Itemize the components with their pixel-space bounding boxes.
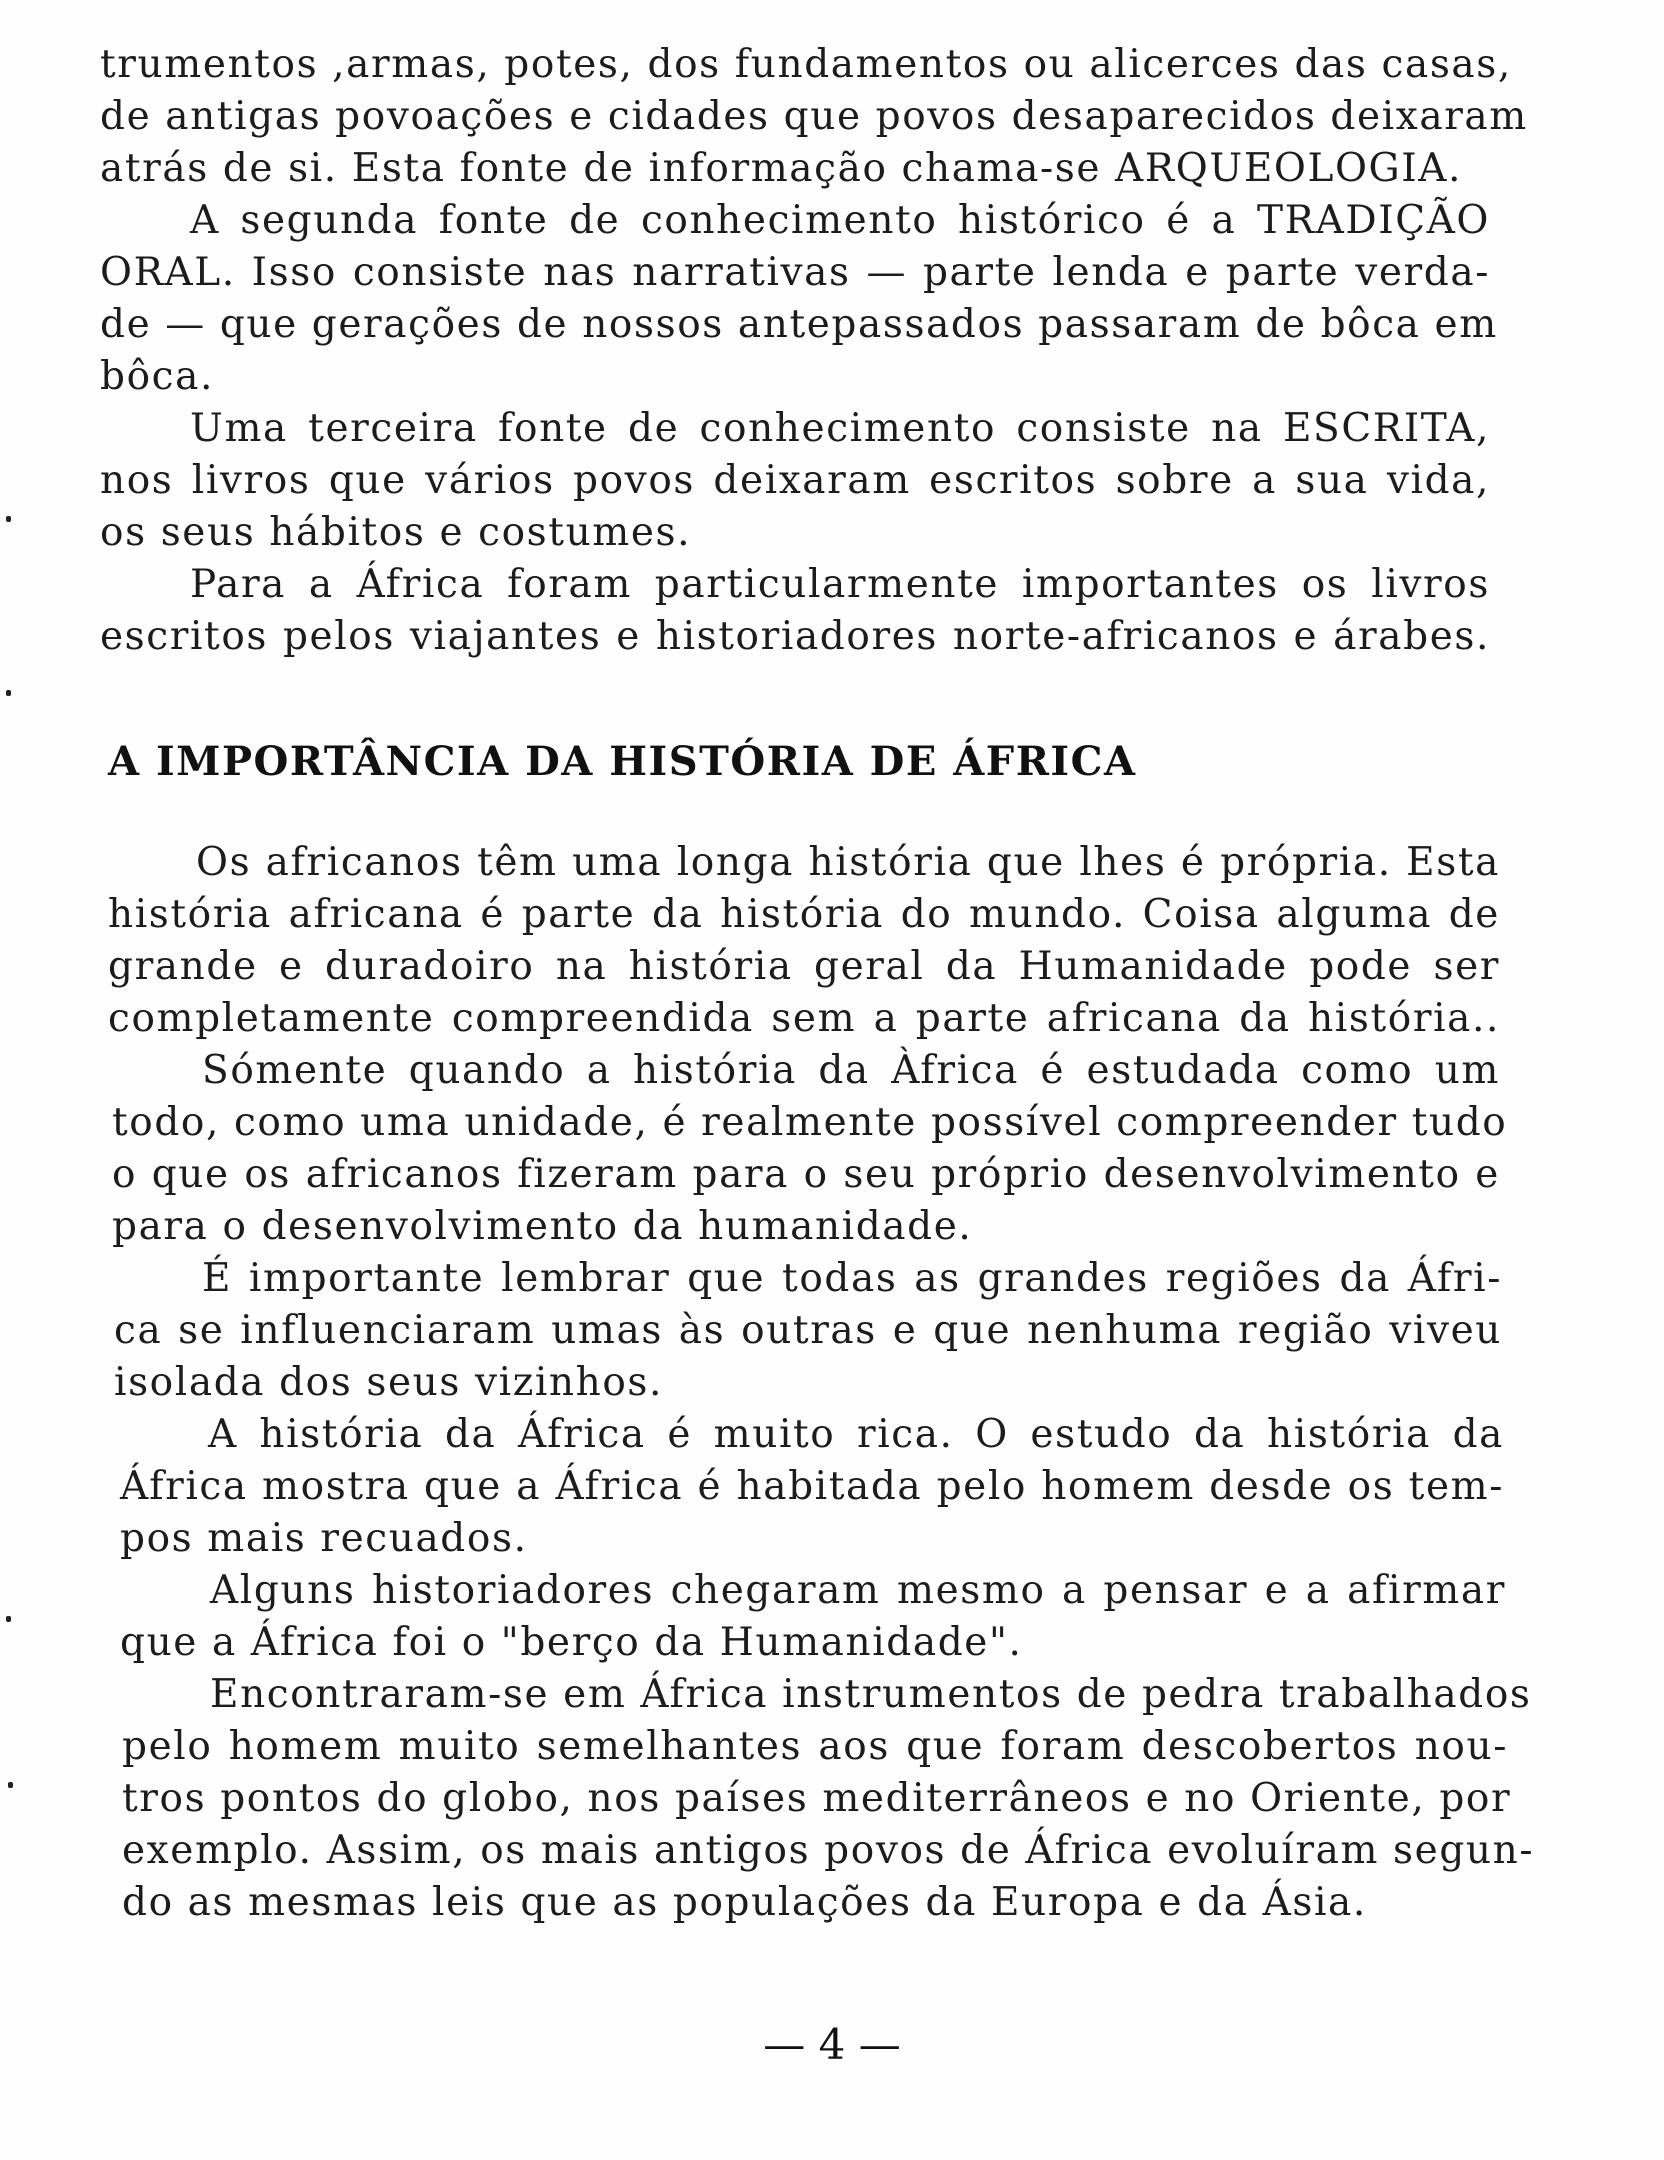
- text-line: isolada dos seus vizinhos.: [114, 1360, 664, 1405]
- text-line: bôca.: [100, 354, 214, 399]
- text-line: Os africanos têm uma longa história que lhes é própria. Esta: [196, 840, 1500, 885]
- text-line: o que os africanos fizeram para o seu próprio desenvolvimento e: [112, 1152, 1500, 1197]
- text-line: de — que gerações de nossos antepassados passaram de bôca em: [100, 302, 1498, 347]
- text-line: Para a África foram particularmente importantes os livros: [190, 562, 1490, 607]
- text-line: pos mais recuados.: [120, 1516, 528, 1561]
- text-line: história africana é parte da história do mundo. Coisa alguma de: [108, 892, 1500, 937]
- text-line: África mostra que a África é habitada pelo homem desde os tem-: [120, 1464, 1504, 1509]
- text-line: escritos pelos viajantes e historiadores norte-africanos e árabes.: [100, 614, 1490, 659]
- section-heading: A IMPORTÂNCIA DA HISTÓRIA DE ÁFRICA: [108, 738, 1137, 785]
- text-line: É importante lembrar que todas as grandes regiões da Áfri-: [202, 1256, 1502, 1301]
- text-line: tros pontos do globo, nos países mediterrâneos e no Oriente, por: [122, 1776, 1512, 1821]
- text-line: ca se influenciaram umas às outras e que nenhuma região viveu: [114, 1308, 1502, 1353]
- text-line: todo, como uma unidade, é realmente possível compreender tudo: [112, 1100, 1508, 1145]
- text-line: trumentos ,armas, potes, dos fundamentos ou alicerces das casas,: [100, 42, 1512, 87]
- text-line: pelo homem muito semelhantes aos que foram descobertos nou-: [122, 1724, 1508, 1769]
- text-line: que a África foi o "berço da Humanidade".: [120, 1620, 1023, 1665]
- text-line: exemplo. Assim, os mais antigos povos de África evoluíram segun-: [122, 1828, 1535, 1873]
- text-line: do as mesmas leis que as populações da Europa e da Ásia.: [122, 1880, 1367, 1925]
- scan-mark: [6, 516, 11, 522]
- scan-mark: [6, 690, 11, 696]
- page-number: — 4 —: [763, 2020, 901, 2069]
- scan-mark: [8, 1782, 13, 1788]
- text-line: Sómente quando a história da Àfrica é estudada como um: [202, 1048, 1500, 1093]
- text-line: de antigas povoações e cidades que povos desaparecidos deixaram: [100, 94, 1528, 139]
- text-line: atrás de si. Esta fonte de informação chama-se ARQUEOLOGIA.: [100, 146, 1463, 191]
- text-line: os seus hábitos e costumes.: [100, 510, 692, 555]
- text-line: grande e duradoiro na história geral da Humanidade pode ser: [108, 944, 1500, 989]
- text-line: A segunda fonte de conhecimento histórico é a TRADIÇÃO: [190, 198, 1490, 243]
- text-line: para o desenvolvimento da humanidade.: [112, 1204, 973, 1249]
- text-line: Encontraram-se em África instrumentos de pedra trabalhados: [210, 1672, 1532, 1717]
- text-line: Alguns historiadores chegaram mesmo a pensar e a afirmar: [210, 1568, 1506, 1613]
- text-line: A história da África é muito rica. O estudo da história da: [208, 1412, 1504, 1457]
- text-line: nos livros que vários povos deixaram escritos sobre a sua vida,: [100, 458, 1490, 503]
- scan-mark: [6, 1616, 11, 1622]
- text-line: ORAL. Isso consiste nas narrativas — parte lenda e parte verda-: [100, 250, 1490, 295]
- text-line: completamente compreendida sem a parte africana da história..: [108, 996, 1500, 1041]
- text-line: Uma terceira fonte de conhecimento consiste na ESCRITA,: [190, 406, 1490, 451]
